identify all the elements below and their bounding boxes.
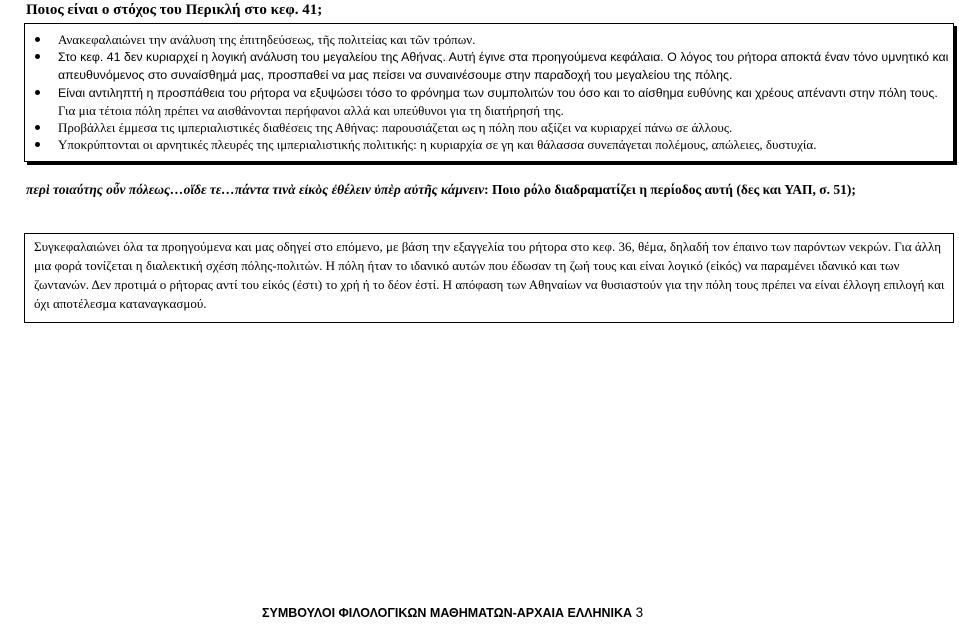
bullet-item (25, 31, 953, 48)
bullet-text: Για μια τέτοια πόλη πρέπει να αισθάνονται περήφανοι αλλά και υπεύθυνοι για τη διατήρησή της. (58, 103, 564, 118)
question (26, 181, 936, 199)
answer-text: Συγκεφαλαιώνει όλα τα προηγούμενα και μας οδηγεί στο επόμενο, με βάση την εξαγγελία του ρήτορα στο κεφ. 36, θέμα, δηλαδή τον έπαινο των παρόντων νεκρών. Για άλλη μια φορά τονίζεται η διαλεκτική σχέση πόλης-πολιτών. Η πόλη ήταν το ιδανικό αυτών που έδωσαν τη ζωή τους και είναι λογικό (εἰκός) να παραμένει ιδανικό και των ζωντανών. Δεν προτιμά ο ρήτορας αντί του εἰκός (ἐστι) το χρή ή το δέον ἐστί. Η απόφαση των Αθηναίων να θυσιαστούν για την πόλη τους πρέπει να είναι έλλογη επιλογή και όχι αποτέλεσμα καταναγκασμού. (34, 239, 945, 311)
page-number: 3 (635, 605, 644, 620)
summary-box (24, 23, 954, 162)
page-heading: Ποιος είναι ο στόχος του Περικλή στο κεφ. 41; (26, 2, 323, 18)
question-text: : Ποιο ρόλο διαδραματίζει η περίοδος αυτή (δες και ΥΑΠ, σ. 51); (484, 182, 856, 197)
bullet-item (25, 119, 953, 136)
bullet-text: Είναι αντιληπτή η προσπάθεια του ρήτορα να εξυψώσει τόσο το φρόνημα των συμπολιτών του όσο και το αίσθημα ευθύνης και χρέους απέναντι στην πόλη τους. (58, 86, 938, 100)
bullet-text: Υποκρύπτονται οι αρνητικές πλευρές της ιμπεριαλιστικής πολιτικής: η κυριαρχία σε γη και θάλασσα συνεπάγεται πολέμους, απώλειες, δυστυχία. (58, 137, 817, 152)
bullet-item (25, 136, 953, 153)
bullet-text: Στο κεφ. 41 δεν κυριαρχεί η λογική ανάλυση του μεγαλείου της Αθήνας. Αυτή έγινε στα προηγούμενα κεφάλαια. Ο λόγος του ρήτορα αποκτά έναν τόνο υμνητικό και απευθυνόμενος στο συναίσθημά μας, προσπαθεί να μας πείσει να συναινέσουμε στην παραδοχή του μεγαλείου της πόλης. (58, 50, 949, 82)
bullet-text: Ανακεφαλαιώνει την ανάλυση της ἐπιτηδεύσεως, τῆς πολιτείας και τῶν τρόπων. (58, 32, 476, 47)
bullet-text: Προβάλλει έμμεσα τις ιμπεριαλιστικές διαθέσεις της Αθήνας: παρουσιάζεται ως η πόλη που αξίζει να κυριαρχεί πάνω σε άλλους. (58, 120, 733, 135)
question-greek-quote: περὶ τοιαύτης οὖν πόλεως…οἵδε τε…πάντα τινὰ εἰκὸς ἐθέλειν ὑπὲρ αὐτῆς κάμνειν (26, 182, 485, 197)
footer-label: ΣΥΜΒΟΥΛΟΙ ΦΙΛΟΛΟΓΙΚΩΝ ΜΑΘΗΜΑΤΩΝ-ΑΡΧΑΙΑ ΕΛΛΗΝΙΚΑ (262, 606, 633, 620)
page-footer (262, 605, 643, 620)
bullet-list (25, 24, 953, 153)
bullet-item (25, 84, 953, 119)
bullet-item (25, 48, 953, 84)
answer-box (24, 233, 954, 323)
